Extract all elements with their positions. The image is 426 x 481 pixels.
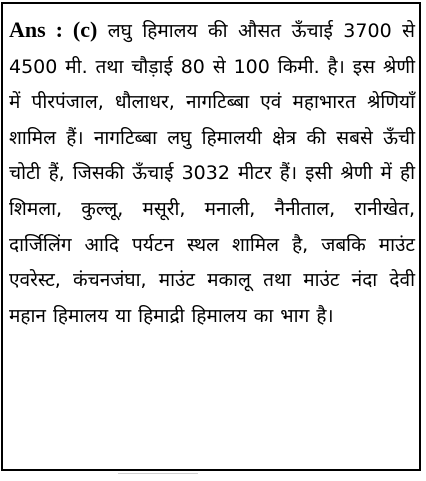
answer-box [1, 2, 421, 471]
answer-text: लघु हिमालय की औसत ऊँचाई 3700 से 4500 मी. तथा चौड़ाई 80 से 100 किमी. है। इस श्रेणी में पीरपंजाल, धौलाधर, नागटिब्बा एवं महाभारत श्रेणियाँ शामिल हैं। नागटिब्बा लघु हिमालयी क्षेत्र की सबसे ऊँची चोटी हैं, जिसकी ऊँचाई 3032 मीटर हैं। इसी श्रेणी में ही शिमला, कुल्लू, मसूरी, मनाली, नैनीताल, रानीखेत, दार्जिलिंग आदि पर्यटन स्थल शामिल है, जबकि माउंट एवरेस्ट, कंचनजंघा, माउंट मकालू तथा माउंट नंदा देवी महान हिमालय या हिमाद्री हिमालय का भाग है। [9, 20, 415, 327]
cropped-next-line [0, 471, 426, 481]
answer-label: Ans : (c) [9, 17, 98, 42]
cropped-text-fragment [118, 471, 198, 474]
answer-paragraph [9, 12, 415, 334]
